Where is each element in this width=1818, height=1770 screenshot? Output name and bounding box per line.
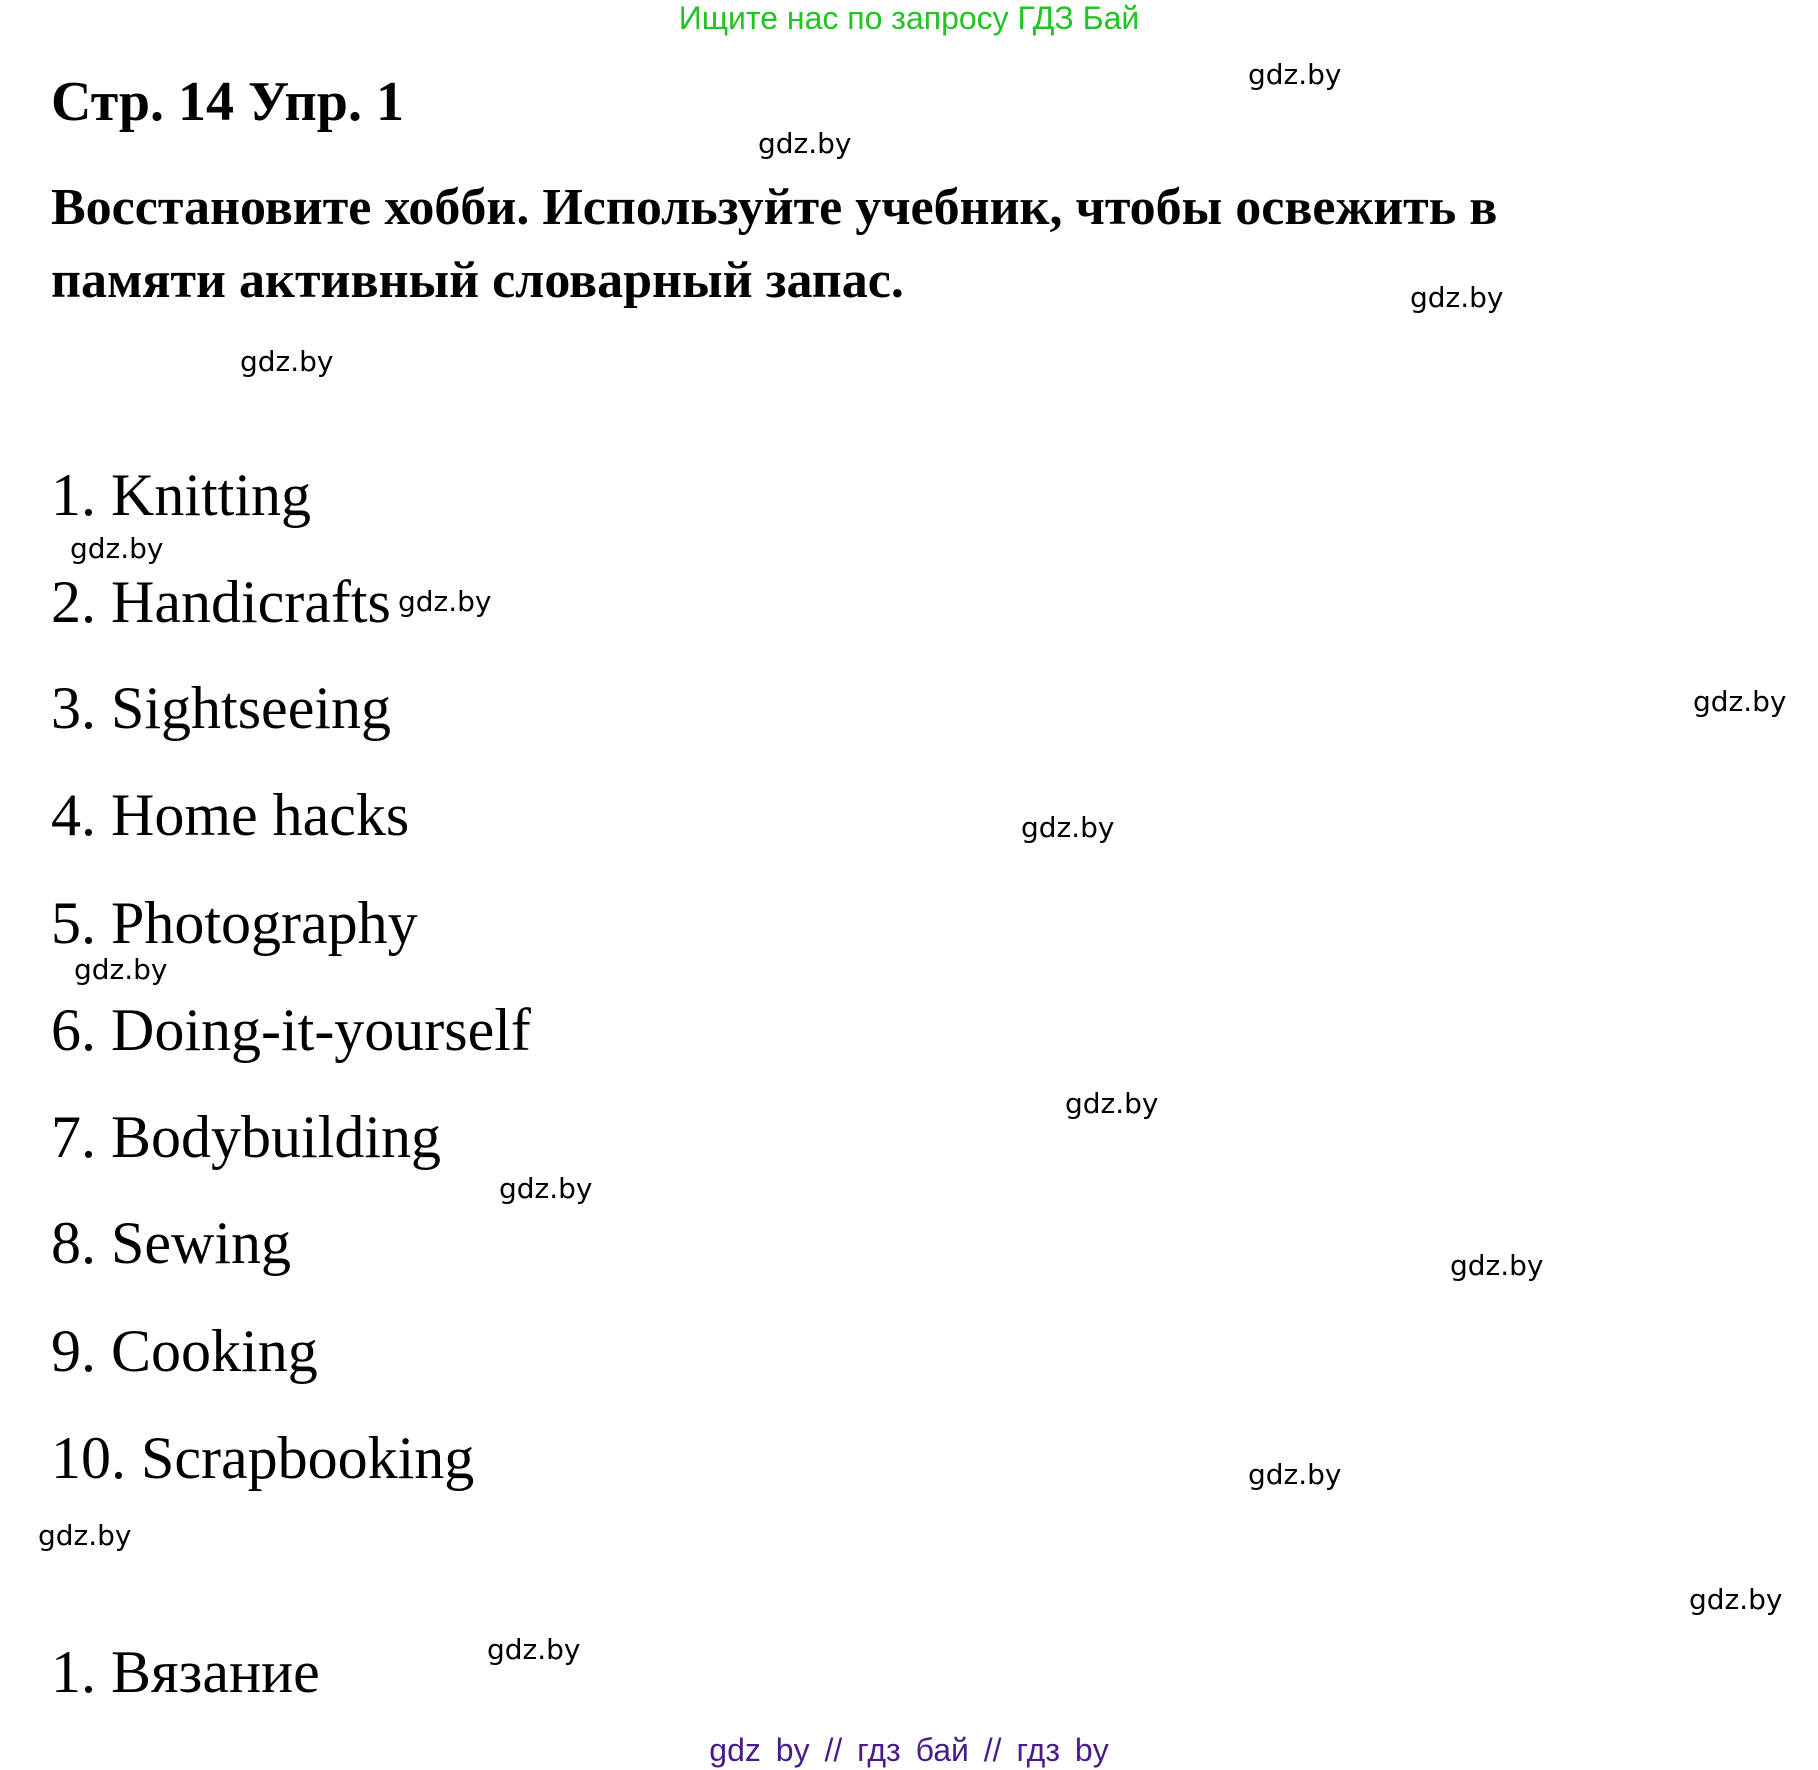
watermark: gdz.by [1410,281,1504,314]
watermark: gdz.by [1248,1458,1342,1491]
watermark: gdz.by [1021,811,1115,844]
list-item: 5. Photography [51,890,418,956]
watermark: gdz.by [70,532,164,565]
watermark: gdz.by [1450,1249,1544,1282]
watermark: gdz.by [240,345,334,378]
watermark: gdz.by [1693,685,1787,718]
list-item: 4. Home hacks [51,782,410,848]
list-item: 3. Sightseeing [51,675,391,741]
instruction-line-1: Восстановите хобби. Используйте учебник, чтобы освежить в [51,179,1498,236]
watermark: gdz.by [499,1172,593,1205]
watermark: gdz.by [487,1633,581,1666]
list-item: 1. Knitting [51,462,312,528]
list-item: 9. Cooking [51,1318,318,1384]
list-item: 10. Scrapbooking [51,1425,475,1491]
watermark: gdz.by [74,953,168,986]
list-item: 2. Handicrafts [51,569,391,635]
search-hint-banner: Ищите нас по запросу ГДЗ Бай [678,0,1140,36]
watermark: gdz.by [1689,1583,1783,1616]
list-item: 7. Bodybuilding [51,1104,442,1170]
instruction-line-2: памяти активный словарный запас. [51,252,904,309]
watermark: gdz.by [1065,1087,1159,1120]
watermark: gdz.by [758,127,852,160]
list-item: 6. Doing-it-yourself [51,997,531,1063]
page-title: Стр. 14 Упр. 1 [51,71,404,133]
footer-text: gdz by // гдз бай // гдз by [709,1732,1109,1768]
watermark: gdz.by [38,1519,132,1552]
translation-item: 1. Вязание [51,1639,320,1705]
list-item: 8. Sewing [51,1210,291,1276]
watermark: gdz.by [398,585,492,618]
watermark: gdz.by [1248,58,1342,91]
